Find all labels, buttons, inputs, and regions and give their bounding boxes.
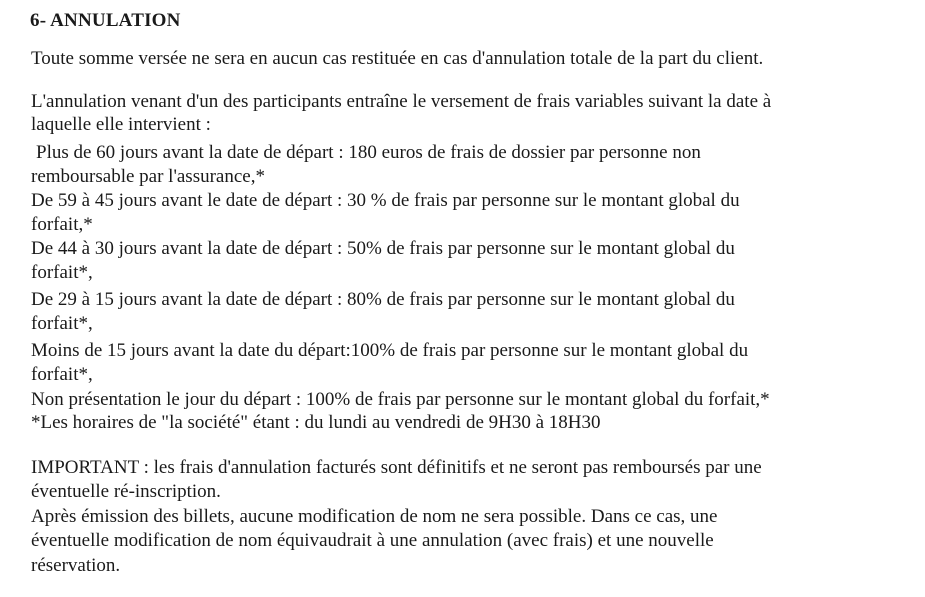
fee-tier-no-show: Non présentation le jour du départ : 100% de frais par personne sur le montant global du forfait,* (31, 389, 770, 410)
fee-tier-59-45-days-line-1: De 59 à 45 jours avant le date de départ : 30 % de frais par personne sur le montant global du (31, 190, 740, 211)
fee-tier-44-30-days-line-1: De 44 à 30 jours avant la date de départ : 50% de frais par personne sur le montant global du (31, 238, 735, 259)
fee-tier-under-15-days-line-2: forfait*, (31, 364, 93, 385)
name-change-notice-line-3: réservation. (31, 555, 121, 576)
important-notice-line-1: IMPORTANT : les frais d'annulation facturés sont définitifs et ne seront pas remboursés par une (31, 457, 762, 478)
fee-tier-60-days-line-2: remboursable par l'assurance,* (31, 166, 265, 187)
refund-policy-text: Toute somme versée ne sera en aucun cas restituée en cas d'annulation totale de la part du client. (31, 48, 764, 69)
cancellation-intro-line-1: L'annulation venant d'un des participants entraîne le versement de frais variables suivant la date à (31, 91, 772, 112)
name-change-notice-line-1: Après émission des billets, aucune modification de nom ne sera possible. Dans ce cas, une (31, 506, 718, 527)
fee-tier-29-15-days-line-2: forfait*, (31, 313, 93, 334)
office-hours-note: *Les horaires de "la société" étant : du lundi au vendredi de 9H30 à 18H30 (31, 412, 601, 433)
name-change-notice-line-2: éventuelle modification de nom équivaudrait à une annulation (avec frais) et une nouvelle (31, 530, 714, 551)
fee-tier-under-15-days-line-1: Moins de 15 jours avant la date du départ:100% de frais par personne sur le montant global du (31, 340, 749, 361)
important-notice-line-2: éventuelle ré-inscription. (31, 481, 221, 502)
fee-tier-29-15-days-line-1: De 29 à 15 jours avant la date de départ : 80% de frais par personne sur le montant global du (31, 289, 735, 310)
fee-tier-59-45-days-line-2: forfait,* (31, 214, 93, 235)
section-heading: 6- ANNULATION (30, 10, 181, 31)
cancellation-intro-line-2: laquelle elle intervient : (31, 114, 211, 135)
fee-tier-60-days-line-1: Plus de 60 jours avant la date de départ : 180 euros de frais de dossier par personne non (36, 142, 701, 163)
fee-tier-44-30-days-line-2: forfait*, (31, 262, 93, 283)
